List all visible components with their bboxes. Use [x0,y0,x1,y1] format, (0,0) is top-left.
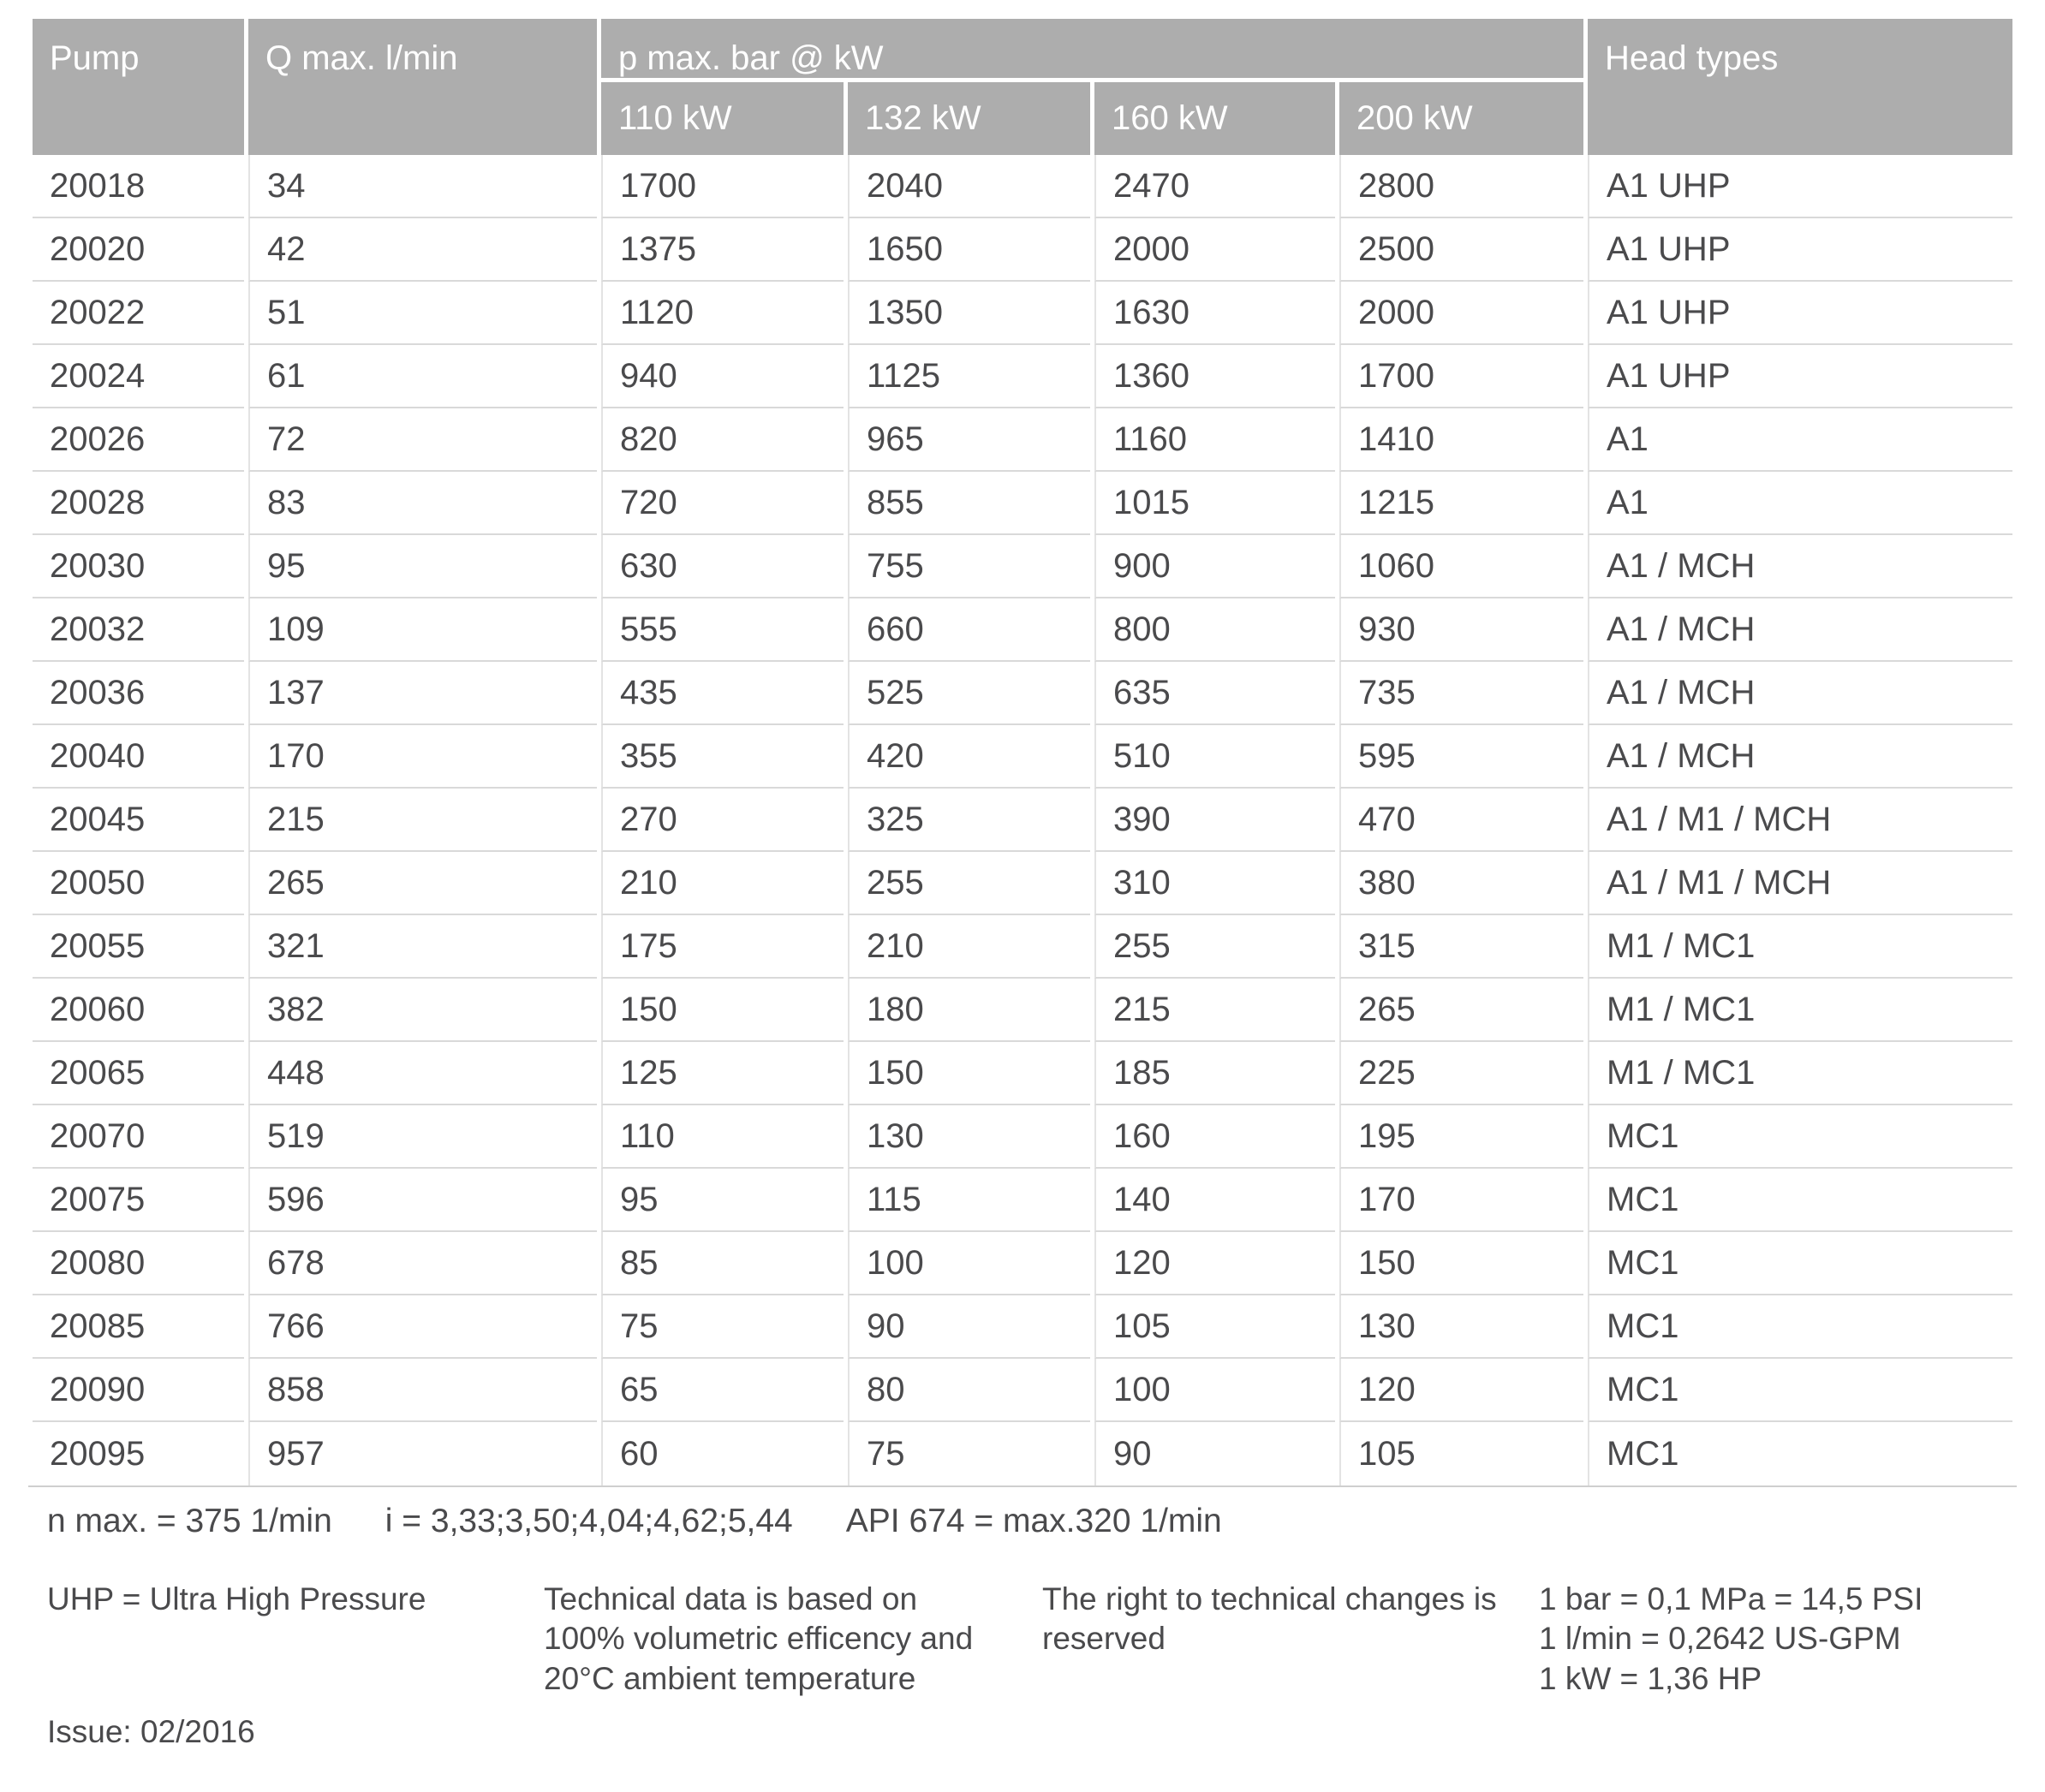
cell-132kw: 150 [848,1042,1090,1105]
cell-200kw: 315 [1339,915,1583,979]
cell-110kw: 85 [601,1232,844,1295]
col-header-200kw: 200 kW [1339,82,1583,155]
cell-q-max: 766 [248,1295,597,1359]
cell-q-max: 265 [248,852,597,915]
table-body [33,155,2012,1485]
cell-132kw: 180 [848,979,1090,1042]
cell-pump: 20085 [33,1295,244,1359]
cell-200kw: 130 [1339,1295,1583,1359]
cell-q-max: 61 [248,345,597,408]
cell-160kw: 510 [1094,725,1335,789]
cell-q-max: 858 [248,1359,597,1422]
table-row [33,598,2012,662]
cell-160kw: 2470 [1094,155,1335,218]
note-gear-ratios: i = 3,33;3,50;4,04;4,62;5,44 [385,1503,793,1539]
cell-q-max: 109 [248,598,597,662]
cell-200kw: 595 [1339,725,1583,789]
cell-q-max: 448 [248,1042,597,1105]
cell-160kw: 215 [1094,979,1335,1042]
table-row [33,155,2012,218]
cell-pump: 20022 [33,282,244,345]
cell-110kw: 1375 [601,218,844,282]
cell-pump: 20030 [33,535,244,598]
cell-160kw: 185 [1094,1042,1335,1105]
cell-160kw: 1630 [1094,282,1335,345]
table-row [33,282,2012,345]
cell-200kw: 2000 [1339,282,1583,345]
cell-q-max: 72 [248,408,597,472]
cell-110kw: 175 [601,915,844,979]
cell-160kw: 2000 [1094,218,1335,282]
cell-110kw: 720 [601,472,844,535]
cell-200kw: 2800 [1339,155,1583,218]
cell-pump: 20080 [33,1232,244,1295]
cell-132kw: 525 [848,662,1090,725]
cell-110kw: 940 [601,345,844,408]
cell-pump: 20024 [33,345,244,408]
col-header-p-max-group: p max. bar @ kW [601,19,1583,82]
cell-pump: 20018 [33,155,244,218]
cell-110kw: 1120 [601,282,844,345]
cell-200kw: 930 [1339,598,1583,662]
cell-pump: 20020 [33,218,244,282]
table-header [33,19,2012,155]
cell-132kw: 660 [848,598,1090,662]
cell-200kw: 105 [1339,1422,1583,1485]
cell-head-types: A1 UHP [1588,345,2012,408]
cell-q-max: 95 [248,535,597,598]
cell-q-max: 678 [248,1232,597,1295]
table-row [33,915,2012,979]
conversion-lmin-gpm: 1 l/min = 0,2642 US-GPM [1539,1621,1901,1657]
cell-160kw: 635 [1094,662,1335,725]
cell-pump: 20070 [33,1105,244,1169]
footer-notes [47,1580,2017,1699]
col-header-110kw: 110 kW [601,82,844,155]
cell-160kw: 105 [1094,1295,1335,1359]
cell-pump: 20028 [33,472,244,535]
cell-160kw: 255 [1094,915,1335,979]
cell-132kw: 1350 [848,282,1090,345]
cell-pump: 20040 [33,725,244,789]
table-row [33,789,2012,852]
table-row [33,472,2012,535]
cell-200kw: 1700 [1339,345,1583,408]
cell-head-types: M1 / MC1 [1588,1042,2012,1105]
cell-q-max: 215 [248,789,597,852]
col-header-pump: Pump [33,19,244,155]
cell-q-max: 83 [248,472,597,535]
cell-head-types: A1 [1588,408,2012,472]
cell-head-types: A1 [1588,472,2012,535]
cell-110kw: 125 [601,1042,844,1105]
cell-200kw: 170 [1339,1169,1583,1232]
cell-110kw: 95 [601,1169,844,1232]
cell-132kw: 1650 [848,218,1090,282]
cell-160kw: 310 [1094,852,1335,915]
cell-head-types: A1 UHP [1588,218,2012,282]
cell-head-types: A1 / M1 / MCH [1588,789,2012,852]
cell-pump: 20026 [33,408,244,472]
table-row [33,345,2012,408]
cell-132kw: 255 [848,852,1090,915]
cell-110kw: 65 [601,1359,844,1422]
cell-q-max: 170 [248,725,597,789]
footnote-uhp: UHP = Ultra High Pressure [47,1581,426,1616]
cell-pump: 20050 [33,852,244,915]
cell-head-types: A1 / MCH [1588,598,2012,662]
cell-132kw: 420 [848,725,1090,789]
cell-110kw: 1700 [601,155,844,218]
cell-160kw: 100 [1094,1359,1335,1422]
col-header-head-types: Head types [1588,19,2012,155]
cell-200kw: 150 [1339,1232,1583,1295]
cell-200kw: 225 [1339,1042,1583,1105]
cell-head-types: MC1 [1588,1105,2012,1169]
cell-pump: 20090 [33,1359,244,1422]
cell-head-types: A1 / MCH [1588,662,2012,725]
cell-q-max: 321 [248,915,597,979]
note-api-674: API 674 = max.320 1/min [845,1503,1222,1539]
cell-200kw: 380 [1339,852,1583,915]
cell-132kw: 1125 [848,345,1090,408]
cell-q-max: 382 [248,979,597,1042]
cell-160kw: 140 [1094,1169,1335,1232]
cell-200kw: 1410 [1339,408,1583,472]
col-header-132kw: 132 kW [848,82,1090,155]
cell-132kw: 755 [848,535,1090,598]
table-footnotes [47,1503,2017,1540]
cell-132kw: 90 [848,1295,1090,1359]
cell-110kw: 820 [601,408,844,472]
cell-200kw: 1215 [1339,472,1583,535]
col-header-160kw: 160 kW [1094,82,1335,155]
cell-head-types: MC1 [1588,1232,2012,1295]
issue-label: Issue: 02/2016 [47,1713,255,1749]
table-row [33,1359,2012,1422]
cell-q-max: 957 [248,1422,597,1485]
cell-q-max: 51 [248,282,597,345]
cell-200kw: 195 [1339,1105,1583,1169]
footnote-technical-data: Technical data is based on 100% volumetric efficency and 20°C ambient temperature [544,1581,974,1696]
cell-160kw: 90 [1094,1422,1335,1485]
cell-pump: 20065 [33,1042,244,1105]
cell-110kw: 355 [601,725,844,789]
cell-132kw: 965 [848,408,1090,472]
cell-pump: 20060 [33,979,244,1042]
cell-132kw: 210 [848,915,1090,979]
cell-160kw: 160 [1094,1105,1335,1169]
col-header-q-max: Q max. l/min [248,19,597,155]
cell-110kw: 630 [601,535,844,598]
table-row [33,1232,2012,1295]
cell-head-types: A1 UHP [1588,155,2012,218]
cell-200kw: 470 [1339,789,1583,852]
cell-head-types: A1 / MCH [1588,725,2012,789]
cell-110kw: 75 [601,1295,844,1359]
cell-110kw: 435 [601,662,844,725]
table-row [33,979,2012,1042]
cell-110kw: 60 [601,1422,844,1485]
footnote-rights-reserved: The right to technical changes is reserved [1042,1581,1497,1657]
cell-q-max: 137 [248,662,597,725]
table-row [33,725,2012,789]
conversion-kw-hp: 1 kW = 1,36 HP [1539,1660,1762,1696]
table-row [33,535,2012,598]
cell-pump: 20045 [33,789,244,852]
cell-200kw: 2500 [1339,218,1583,282]
cell-160kw: 120 [1094,1232,1335,1295]
cell-head-types: A1 UHP [1588,282,2012,345]
cell-160kw: 1160 [1094,408,1335,472]
cell-q-max: 596 [248,1169,597,1232]
cell-200kw: 1060 [1339,535,1583,598]
table-row [33,1042,2012,1105]
cell-132kw: 115 [848,1169,1090,1232]
cell-132kw: 130 [848,1105,1090,1169]
cell-160kw: 900 [1094,535,1335,598]
cell-110kw: 150 [601,979,844,1042]
cell-head-types: A1 / M1 / MCH [1588,852,2012,915]
table-row [33,408,2012,472]
cell-132kw: 75 [848,1422,1090,1485]
table-row [33,1105,2012,1169]
cell-132kw: 2040 [848,155,1090,218]
cell-pump: 20032 [33,598,244,662]
cell-q-max: 34 [248,155,597,218]
cell-160kw: 390 [1094,789,1335,852]
table-row [33,1169,2012,1232]
cell-132kw: 855 [848,472,1090,535]
table-row [33,218,2012,282]
cell-160kw: 1360 [1094,345,1335,408]
cell-110kw: 110 [601,1105,844,1169]
pump-spec-table [28,19,2017,1487]
cell-head-types: MC1 [1588,1422,2012,1485]
cell-110kw: 270 [601,789,844,852]
cell-160kw: 800 [1094,598,1335,662]
table-row [33,1422,2012,1485]
cell-160kw: 1015 [1094,472,1335,535]
cell-200kw: 120 [1339,1359,1583,1422]
cell-head-types: A1 / MCH [1588,535,2012,598]
cell-132kw: 100 [848,1232,1090,1295]
table-row [33,1295,2012,1359]
cell-pump: 20075 [33,1169,244,1232]
cell-132kw: 325 [848,789,1090,852]
unit-conversions [1539,1580,1923,1699]
cell-200kw: 265 [1339,979,1583,1042]
cell-pump: 20036 [33,662,244,725]
cell-head-types: MC1 [1588,1359,2012,1422]
cell-200kw: 735 [1339,662,1583,725]
note-n-max: n max. = 375 1/min [47,1503,332,1539]
cell-132kw: 80 [848,1359,1090,1422]
cell-q-max: 519 [248,1105,597,1169]
table-row [33,662,2012,725]
cell-110kw: 555 [601,598,844,662]
cell-pump: 20055 [33,915,244,979]
cell-head-types: M1 / MC1 [1588,979,2012,1042]
cell-pump: 20095 [50,1434,146,1473]
cell-head-types: M1 / MC1 [1588,915,2012,979]
table-row [33,852,2012,915]
conversion-bar-psi: 1 bar = 0,1 MPa = 14,5 PSI [1539,1581,1923,1616]
cell-head-types: MC1 [1588,1295,2012,1359]
cell-110kw: 210 [601,852,844,915]
cell-head-types: MC1 [1588,1169,2012,1232]
cell-q-max: 42 [248,218,597,282]
